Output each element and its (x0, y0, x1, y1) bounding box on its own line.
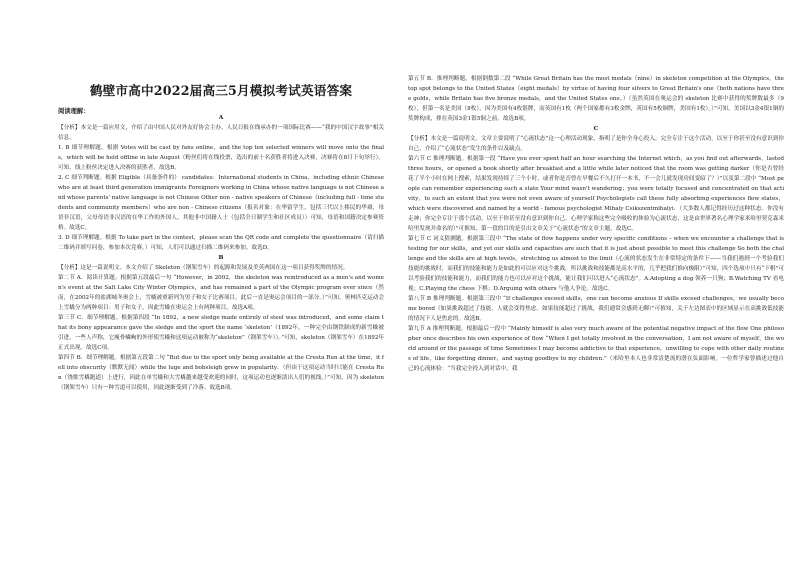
passage-b-heading: B (218, 254, 224, 261)
paragraph: 2. C 细节判断题。根据 Eligible（具备条件的） candidates：International students in China，including ethnic Chinese who are at least third generation immigrants Foreigners working in China whose native language is not Chinese and whose parents' native language is not Chinese Other non - native speakers of Chinese（including full - time students and community members）who are non - Chinese citizens（报名对象：在华留学生，包括三代以上移民的华裔，母语非汉语，父母母语非汉语的在华工作的外国人，其他非中国籍人士（包括全日制学生和社区成员））可知，母语和国籍决定参赛资格。故选C。 (58, 175, 385, 231)
page-title: 鹤壁市高中2022届高三5月模拟考试英语答案 (89, 83, 353, 98)
right-body (408, 74, 784, 374)
section-label: 阅读理解： (58, 108, 90, 115)
left-body (58, 113, 384, 393)
paragraph: 3. D 细节理解题。根据 To take part in the contest，please scan the QR code and complete the questionnaire（请扫描二维码并填写问卷，参加本次竞赛。）可知，人们可以通过扫描二维码来参加。故选D。 (58, 235, 384, 251)
paragraph: 第四节 B．细节理解题。根据第五段第二句 “But due to the sport only being available at the Cresta Run at the time，it fell into obscurity（默默无闻）while the luge and bobsleigh grew in popularity．（但由于这项运动当时只能在 Cresta Run（饶歌雪橇跑道）上进行，因此在单雪橇和大雪橇越来越受欢迎的同时，这项运动也逐渐淡出人们的视线。）”可知，因为 skeleton（钢架雪车）只有一种雪道可以使用，因此逐渐受到了冷落。故选B项。 (58, 355, 384, 391)
passage-a-heading: A (218, 114, 224, 121)
left-column (0, 0, 384, 562)
paragraph: 第八节 B 推理判断题。根据第三段中 “If challenges exceed skills，one can become anxious If skills exceed challenges，we usually become bored（如果挑战超过了技能，人就会变得焦虑。如果技能超过了挑战，我们通常会感到无聊）”可推知，关于左边图表中的区域显示在高挑战低技能的情况下人是焦虑的。故选B。 (408, 296, 784, 322)
paragraph: 第九节 A 推理判断题。根据最后一段中 “Mainly himself is also very much aware of the potential negative impact of the flow One philosopher once describes his own experience of flow “When I get totally involved in the conversation，I am not aware of myself，the world around or the passage of time Sometimes I may become addictive to that experience，unwilling to cope with other daily routines of life，like forgetting dinner，and saying goodbye to my children.”（米哈里本人也非常清楚流的潜在负面影响。一位哲学家曾描述过他自己的心流体验：“当我完全投入到对话中，我 (408, 326, 784, 372)
paragraph: 第五节 B．推理判断题。根据倒数第二段 “While Great Britain has the most medals（nine）in skeleton competition at the Olympics，the top spot belongs to the United States（eight medals）by virtue of having four silvers to Great Britain's one（both nations have three golds，while Britain has five bronze medals，and the United States one。）（虽然英国在奥运会的 skeleton 比赛中获得的奖牌数最多（9枚），但第一名是美国（8枚），因为美国有4枚银牌，而英国有1枚（两个国家都有3枚金牌，英国有5枚铜牌，美国有1枚）。）”可知，美国以3金4银1铜的奖牌构成，排在英国3金1银5铜之前。故选B项。 (408, 76, 784, 122)
paragraph: 第六节 C 推理判断题。根据第一段 “Have you ever spent half an hour searching the Internet which，as you find out afterwards，lasted three hours，or opened a book shortly after breakfast and a little while later noticed that the room was getting darker（你是否曾经花了半个小时在网上搜索，结果发现持续了三个小时，或者你是否曾在早餐后不久打开一本书，不一会儿就发现房间变暗了？）”以及第二段中 “Most people can remember experiencing such a state Your mind wasn't wandering；you were totally focused and concentrated on that activity，to such an extent that you were not even aware of yourself Psychologists call these fully absorbing experiences flow states，which were discovered and named by a world - famous psychologist Mihaly Csikszentmihalyi．（大多数人都记得经历过这种状态。你没有走神；你完全专注于那个活动，以至于你甚至没有意识到你自己。心理学家称这些完全吸收的体验为心流状态，这是由世界著名心理学家米哈里契克森米哈里发现并命名的）”可推知，第一段的目的是引出文章关于“心流状态”的文章主题。故选C。 (408, 156, 784, 232)
paragraph: 第二节 A．阅读计算题。根据第五段最后一句 “However，in 2002，the skeleton was reintroduced as a men's and women's event at the Salt Lake City Winter Olympics，and has remained a part of the Olympic program ever since（然而，在2002年的盐湖城冬奥会上，雪橇被重新列为男子和女子比赛项目，此后一直是奥运会项目的一部分。）”可知，奥林匹克运动会上雪橇分为两种项目：男子和女子，因此雪橇在奥运会上有两种项目，故选A项。 (58, 275, 384, 311)
paragraph: 第七节 C 词义猜测题。根据第三段中 “The state of flow happens under very specific conditions – when we encounter a challenge that is testing for our skills，and yet our skills and capacities are such that it is just about possible to meet this challenge So both the challenge and the skills are at high levels，stretching us almost to the limit（心流的状态发生在非常特定的条件下——当我们遇到一个考验我们技能的挑战时，而我们的技能和能力是如此的可以应对这个挑战，所以挑战和技能都是高水平的，几乎把我们推向极限）”可知，四个选项中只有“下棋”可以考验我们的技能和能力，而我们的能力也可以应对这个挑战，能让我们可以进入“心流状态”。A.Adopting a dog 领养一只狗；B.Watching TV 看电视；C.Playing the chess 下棋；D.Arguing with others 与他人争论。故选C。 (408, 236, 785, 292)
paragraph: 1. B 细节理解题。根据 Votes will be cast by fans online，and the top ten selected winners will move onto the finals，which will be held offline in late August（粉丝们将在线投票，选出的前十名获胜者将进入决赛，决赛将在8月下旬举行）。可知，线上粉丝决定进入决赛的获胜者。故选B。 (58, 145, 384, 171)
paragraph: 【分析】这是一篇说明文。本文介绍了 Skeleton（钢架雪车）的起源和发展及美英两国在这一项目获得奖牌的情况。 (58, 265, 349, 271)
paragraph: 第三节 C．细节理解题。根据第四段 “In 1892，a new sledge made entirely of steel was introduced，and some claim that its bony appearance gave the sledge and the sport the name ‘skeleton’（1892年，一种完全由钢铁制成的新雪橇被引进，一些人声称，它瘦骨嶙峋的外形使雪橇和这项运动被称为“skeleton”（钢架雪车））。”可知，skeleton（钢架雪车）在1892年正式出现。故选C项。 (58, 315, 384, 351)
paragraph: 【分析】本文是一篇应用文，介绍了由中国人民对外友好协会主办、人民日报在线承办的一项国际比赛——“我的中国汉字故事”相关信息。 (58, 125, 384, 141)
paragraph: 【分析】本文是一篇说明文。文章主要说明了“心流状态”这一心理活动现象，指明了是你全身心投入，完全专注于这个活动，以至于你甚至没有意识到你自己，介绍了“心流状态”发生的条件以及缺点。 (408, 136, 784, 152)
right-column (402, 0, 788, 562)
passage-c-heading: C (593, 125, 599, 132)
